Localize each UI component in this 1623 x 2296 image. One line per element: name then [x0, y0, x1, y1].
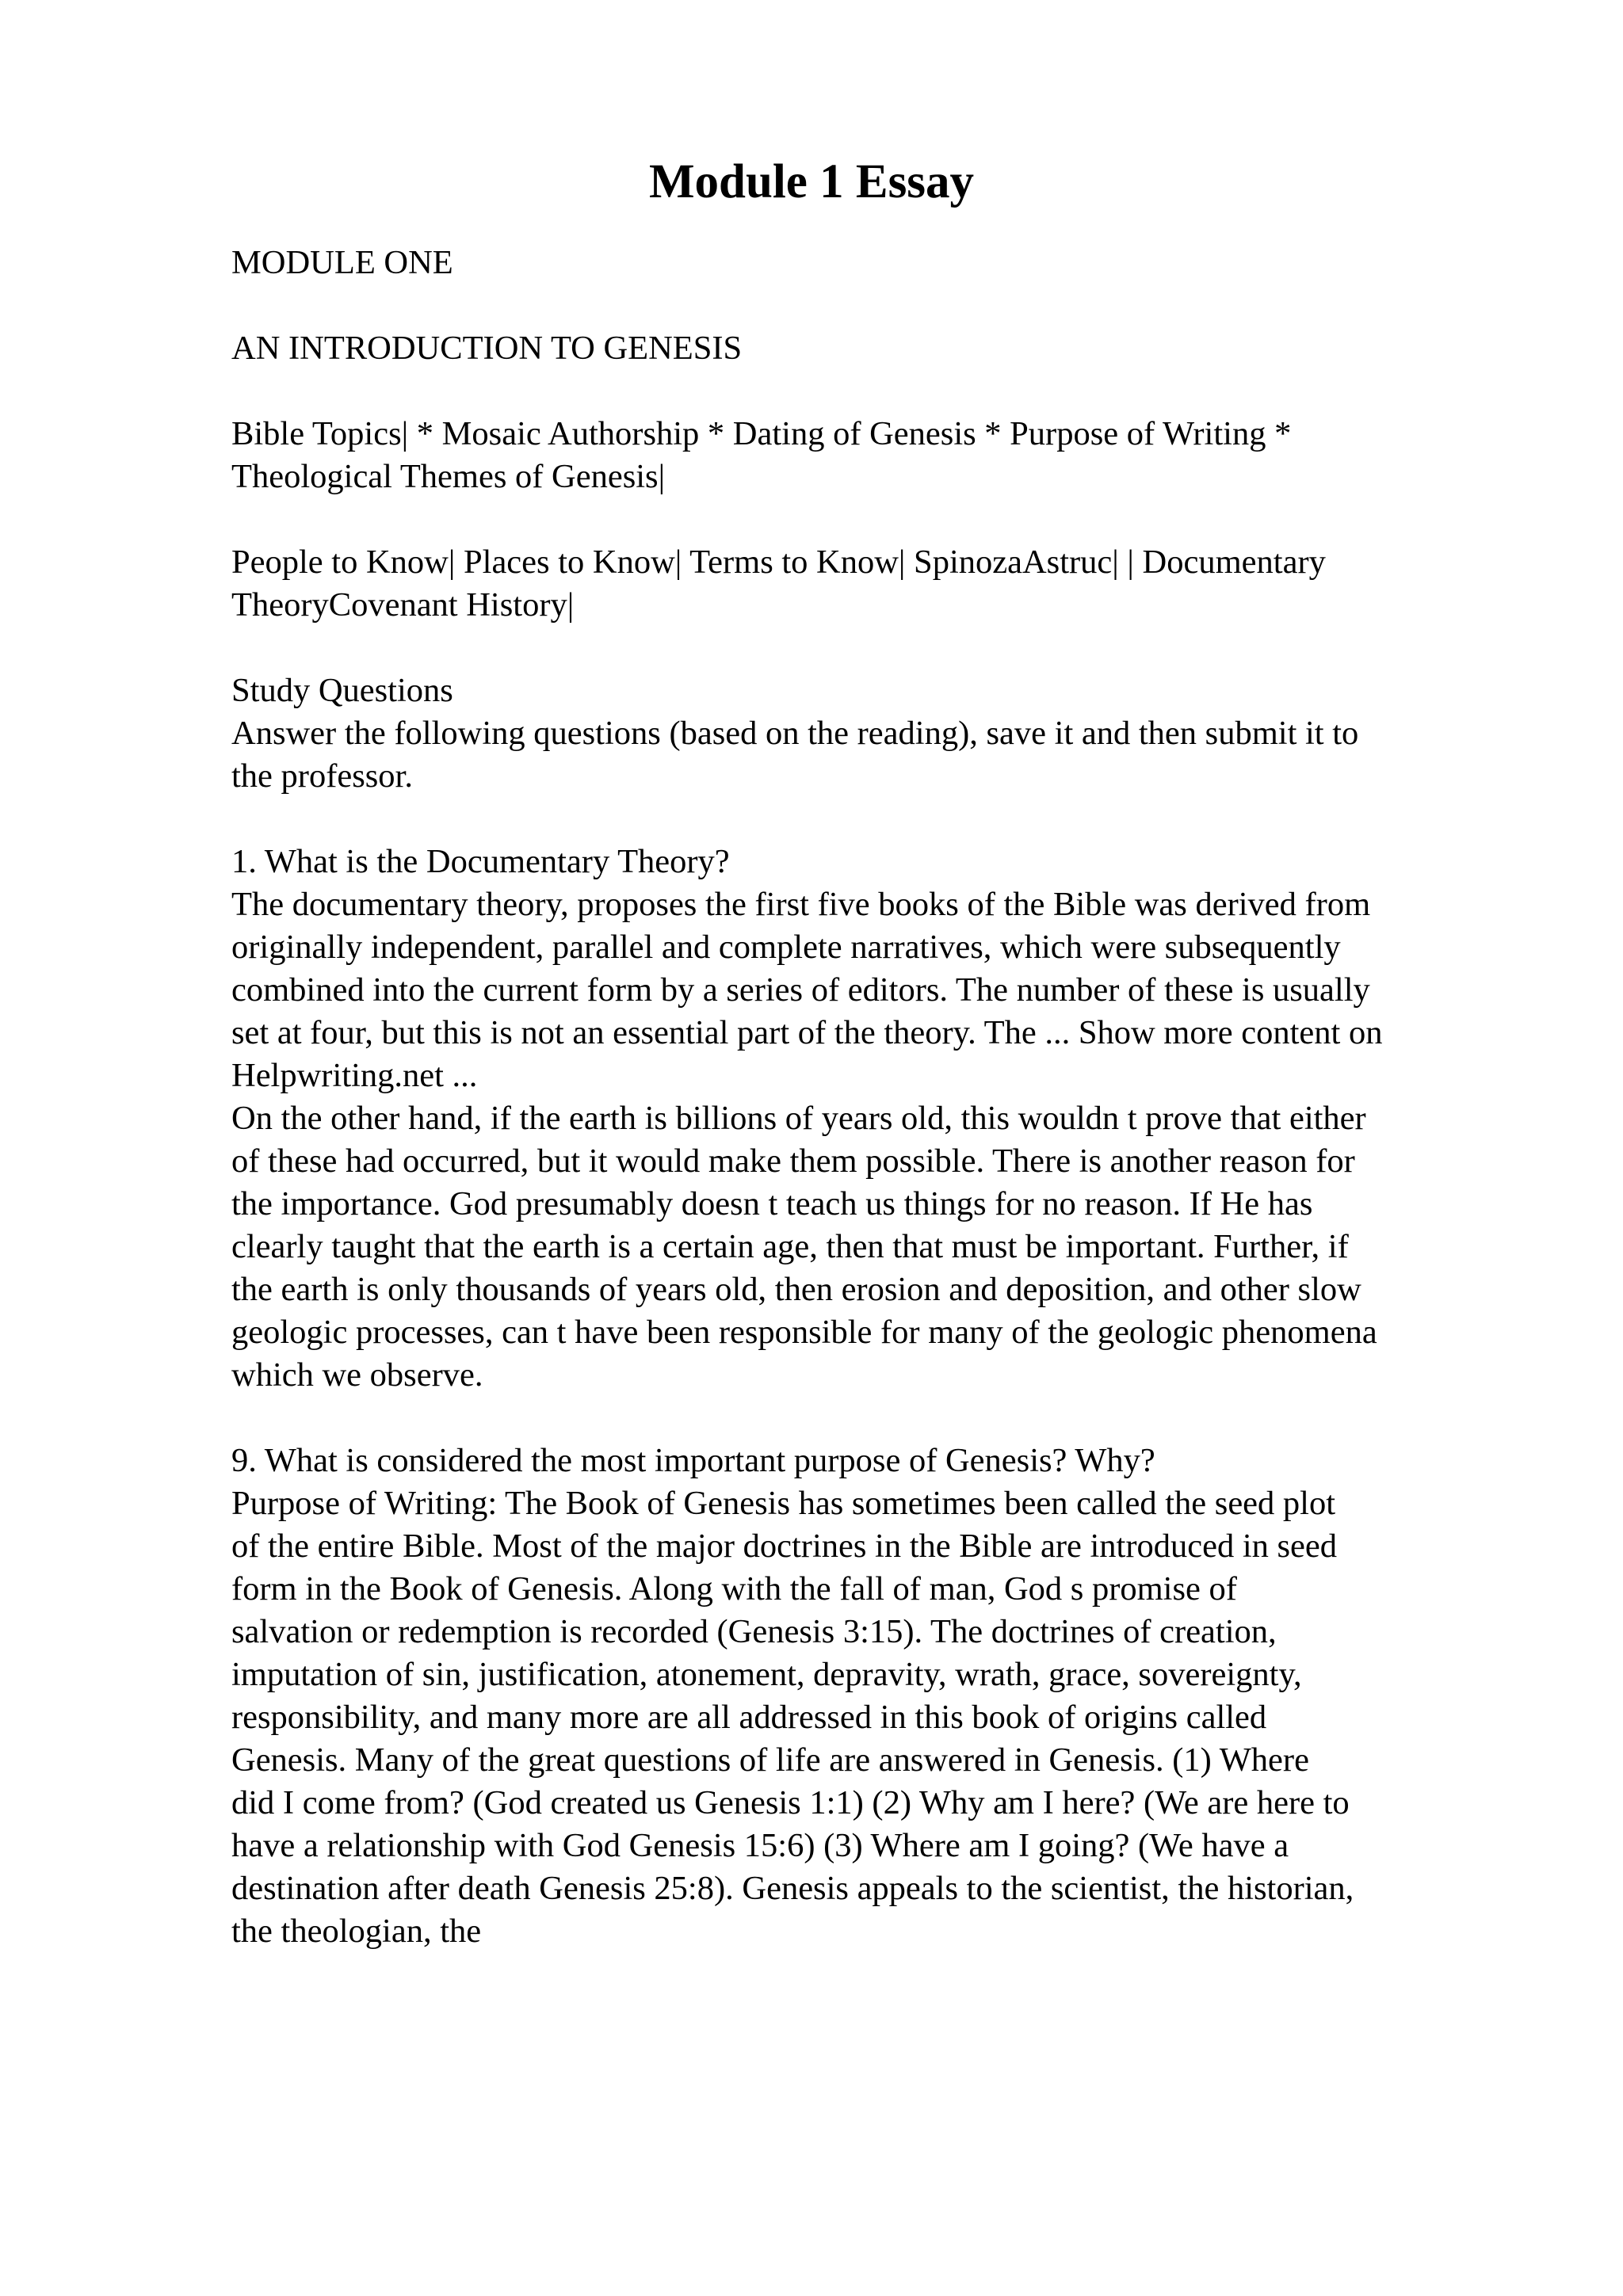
question-9-section	[231, 1440, 1499, 1953]
people-places-terms-line: People to Know| Places to Know| Terms to Know| SpinozaAstruc| | Documentary	[231, 543, 1326, 581]
question-1-text: 1. What is the Documentary Theory?	[231, 843, 730, 880]
answer-line: set at four, but this is not an essential part of the theory. The ... Show more content on	[231, 1014, 1383, 1051]
study-questions-instructions-line: Answer the following questions (based on the reading), save it and then submit it to	[231, 715, 1359, 752]
answer-line: Genesis. Many of the great questions of life are answered in Genesis. (1) Where	[231, 1741, 1309, 1779]
answer-line: the earth is only thousands of years old, then erosion and deposition, and other slow	[231, 1271, 1361, 1308]
answer-line: of these had occurred, but it would make them possible. There is another reason for	[231, 1142, 1355, 1180]
study-questions-heading: Study Questions	[231, 672, 453, 709]
bible-topics-line: Bible Topics| * Mosaic Authorship * Dating of Genesis * Purpose of Writing *	[231, 415, 1292, 452]
answer-line: geologic processes, can t have been responsible for many of the geologic phenomena	[231, 1314, 1377, 1351]
answer-line: The documentary theory, proposes the first five books of the Bible was derived from	[231, 886, 1371, 923]
question-9-text: 9. What is considered the most important purpose of Genesis? Why?	[231, 1442, 1155, 1479]
question-1-section	[231, 841, 1499, 1397]
answer-line: which we observe.	[231, 1356, 483, 1394]
document-title: Module 1 Essay	[648, 155, 975, 208]
answer-line: the importance. God presumably doesn t teach us things for no reason. If He has	[231, 1185, 1313, 1222]
answer-line: originally independent, parallel and complete narratives, which were subsequently	[231, 929, 1341, 966]
document-body	[231, 242, 1499, 1953]
study-questions-section	[231, 669, 1499, 798]
bible-topics-line: Theological Themes of Genesis|	[231, 458, 666, 495]
answer-line: of the entire Bible. Most of the major doctrines in the Bible are introduced in seed	[231, 1527, 1338, 1565]
answer-line: Helpwriting.net ...	[231, 1057, 478, 1094]
module-label: MODULE ONE	[231, 244, 453, 281]
answer-line: imputation of sin, justification, atonement, depravity, wrath, grace, sovereignty,	[231, 1656, 1302, 1693]
people-places-terms-line: TheoryCovenant History|	[231, 586, 575, 624]
study-questions-instructions-line: the professor.	[231, 757, 413, 795]
answer-line: did I come from? (God created us Genesis 1:1) (2) Why am I here? (We are here to	[231, 1784, 1350, 1821]
answer-line: the theologian, the	[231, 1913, 482, 1950]
answer-line: destination after death Genesis 25:8). Genesis appeals to the scientist, the historian,	[231, 1870, 1354, 1907]
bible-topics	[231, 413, 1499, 498]
answer-line: clearly taught that the earth is a certain age, then that must be important. Further, if	[231, 1228, 1349, 1265]
answer-line: salvation or redemption is recorded (Genesis 3:15). The doctrines of creation,	[231, 1613, 1277, 1650]
people-places-terms	[231, 541, 1499, 627]
answer-line: Purpose of Writing: The Book of Genesis has sometimes been called the seed plot	[231, 1485, 1336, 1522]
answer-line: responsibility, and many more are all addressed in this book of origins called	[231, 1699, 1267, 1736]
answer-line: form in the Book of Genesis. Along with the fall of man, God s promise of	[231, 1570, 1237, 1608]
answer-line: On the other hand, if the earth is billions of years old, this wouldn t prove that either	[231, 1100, 1366, 1137]
answer-line: combined into the current form by a series of editors. The number of these is usually	[231, 971, 1370, 1009]
answer-line: have a relationship with God Genesis 15:6) (3) Where am I going? (We have a	[231, 1827, 1289, 1864]
intro-heading: AN INTRODUCTION TO GENESIS	[231, 330, 743, 367]
